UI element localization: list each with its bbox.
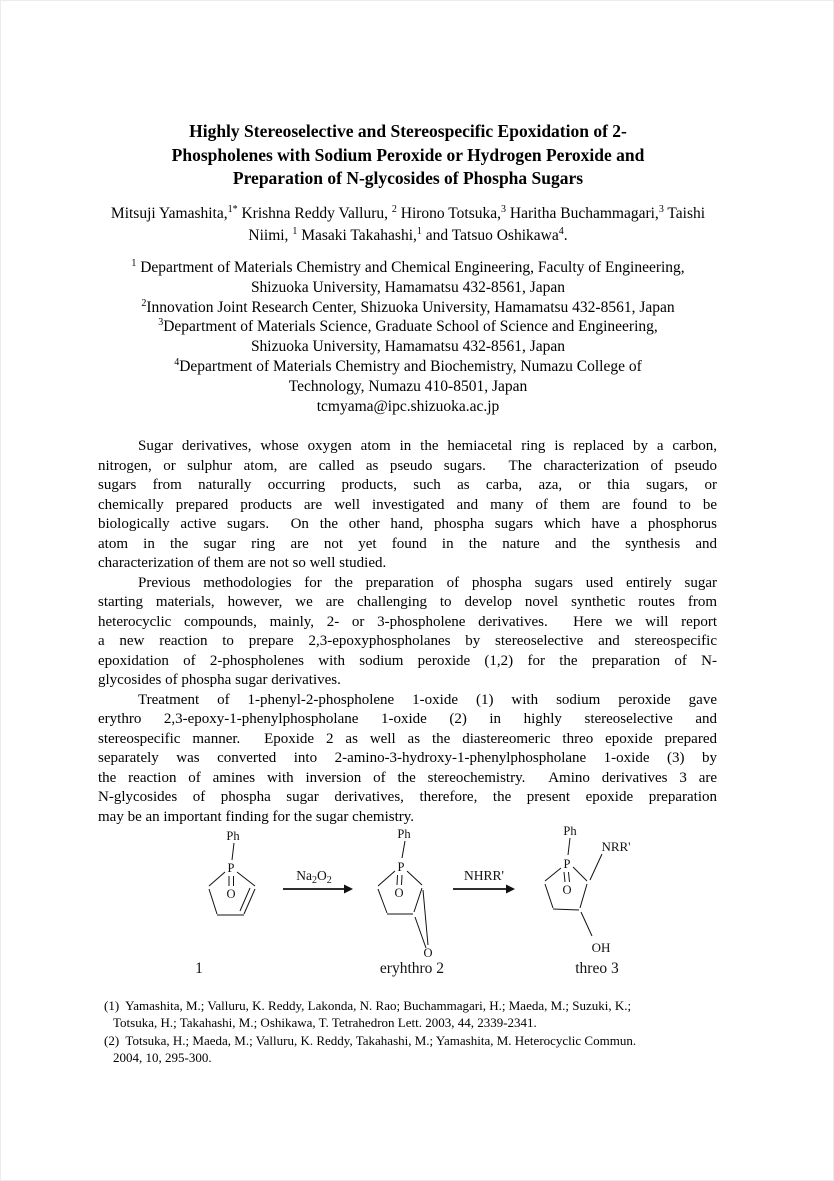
body-line: may be an important finding for the sugar chemistry. (98, 808, 415, 825)
paper-title (98, 120, 718, 191)
ring-double-bond-inner (240, 888, 250, 911)
author-affiliation-marker: 1 (416, 225, 422, 237)
compound-3-label: threo 3 (575, 960, 619, 977)
epoxide-oxygen-label: O (423, 946, 433, 960)
p-o-double-bond (397, 875, 398, 885)
phenyl-label: Ph (397, 827, 411, 841)
affiliation-block (98, 258, 718, 416)
bond-ph-p (232, 843, 234, 860)
reference-line: (2) Totsuka, H.; Maeda, M.; Valluru, K. Reddy, Takahashi, M.; Yamashita, M. Heterocyclic Commun. (104, 1032, 637, 1048)
body-line: a new reaction to prepare 2,3-epoxyphospholanes by stereoselective and stereospecific (98, 633, 717, 649)
affiliation-line: $^1$ Department of Materials Chemistry and Chemical Engineering, Faculty of Engineering, (131, 257, 685, 276)
epoxide-bond (423, 890, 428, 945)
body-line: Previous methodologies for the preparation of phospha sugars used entirely sugar (138, 574, 717, 591)
author-name: Haritha Buchammagari, (506, 205, 659, 222)
body-line: heterocyclic compounds, mainly, 2- or 3-phospholene derivatives. Here we will report (98, 613, 717, 630)
reagent-label-nhrr: NHRR' (464, 868, 504, 883)
oxide-label: O (562, 883, 572, 897)
affiliation-marker: 2 (141, 297, 147, 309)
p-o-double-bond (402, 875, 403, 885)
body-line: biologically active sugars. On the other hand, phospha sugars which have a phosphorus (98, 516, 717, 532)
body-line: the reaction of amines with inversion of the stereochemistry. Amino derivatives 3 are (98, 769, 717, 786)
paper-title-line-1: Highly Stereoselective and Stereospecific Epoxidation of 2- (189, 121, 627, 141)
ring-bond (545, 884, 553, 908)
ring-bond (580, 884, 587, 908)
reference-list (104, 997, 744, 1067)
author-name: Taishi Niimi, (248, 205, 706, 244)
ring-bond (209, 872, 225, 886)
body-line: erythro 2,3-epoxy-1-phenylphospholane 1-oxide (2) in highly stereoselective and (98, 711, 717, 727)
ring-bond (378, 889, 387, 913)
affiliation-line: $^4$Department of Materials Chemistry and Biochemistry, Numazu College of (174, 356, 642, 375)
reference-line: (1) Yamashita, M.; Valluru, K. Reddy, Lakonda, N. Rao; Buchammagari, H.; Maeda, M.; Suzuki, K.; (104, 998, 632, 1013)
affiliation-line: $^3$Department of Materials Science, Graduate School of Science and Engineering, (158, 317, 658, 336)
p-o-double-bond (564, 872, 565, 882)
contact-email: tcmyama@ipc.shizuoka.ac.jp (316, 397, 500, 415)
body-line: Sugar derivatives, whose oxygen atom in the hemiacetal ring is replaced by a carbon, (138, 438, 717, 454)
author-affiliation-marker: 3 (501, 203, 507, 215)
epoxide-bond (415, 917, 426, 948)
author-name: Hirono Totsuka, (396, 205, 502, 222)
bond-c-oh (581, 912, 592, 936)
affiliation-line: Shizuoka University, Hamamatsu 432-8561, Japan (250, 338, 566, 356)
phosphorus-label: P (397, 860, 405, 874)
ring-double-bond (244, 889, 255, 914)
bond-c-n (590, 854, 602, 880)
author-list (98, 203, 718, 247)
ring-bond (378, 871, 395, 886)
body-line: Treatment of 1-phenyl-2-phospholene 1-oxide (1) with sodium peroxide gave (138, 691, 717, 708)
ring-bond (209, 889, 217, 914)
reagent-label-na2o2: $Na_2O_2$ (296, 868, 332, 886)
oxide-label: O (226, 887, 236, 901)
author-affiliation-marker: 2 (391, 203, 397, 215)
phosphorus-label: P (227, 861, 235, 875)
author-affiliation-marker: 1* (227, 203, 238, 215)
phenyl-label: Ph (226, 829, 240, 843)
reference-line: Totsuka, H.; Takahashi, M.; Oshikawa, T. Tetrahedron Lett. 2003, 44, 2339-2341. (113, 1015, 537, 1031)
ring-bond (545, 868, 561, 881)
ring-bond (573, 867, 587, 881)
affiliation-line: Shizuoka University, Hamamatsu 432-8561, Japan (250, 278, 566, 296)
affiliation-line: Technology, Numazu 410-8501, Japan (288, 377, 528, 395)
bond-ph-p (402, 841, 405, 858)
body-line: N-glycosides of phospha sugar derivatives, therefore, the present epoxide preparation (98, 789, 717, 805)
author-affiliation-marker: 3 (658, 203, 664, 215)
compound-1-label: 1 (195, 960, 203, 977)
compound-3-structure (545, 824, 631, 977)
arrow-head (506, 885, 515, 894)
body-line: stereospecific manner. Epoxide 2 as well as the diastereomeric threo epoxide prepared (98, 730, 717, 747)
author-affiliation-marker: 1 (292, 225, 298, 237)
author-name: Mitsuji Yamashita, (110, 205, 228, 222)
phenyl-label: Ph (563, 824, 577, 838)
ring-bond (237, 872, 255, 886)
hydroxy-group-label: OH (591, 940, 611, 955)
reaction-arrow-1 (283, 868, 353, 894)
author-name: Masaki Takahashi, (297, 227, 417, 244)
body-line: separately was converted into 2-amino-3-hydroxy-1-phenylphospholane 1-oxide (3) by (98, 750, 717, 766)
ring-bond (553, 909, 579, 910)
ring-bond (407, 871, 422, 885)
compound-2-label: eryhthro 2 (379, 960, 445, 977)
bond-ph-p (568, 838, 570, 855)
body-line: epoxidation of 2-phospholenes with sodium peroxide (1,2) for the preparation of N- (98, 652, 717, 669)
affiliation-marker: 1 (131, 257, 137, 269)
author-list-period: . (563, 227, 568, 244)
oxide-label: O (394, 886, 404, 900)
reference-line: 2004, 10, 295-300. (113, 1050, 212, 1066)
body-line: sugars from naturally occurring products, such as carba, aza, or thia sugars, or (98, 477, 717, 493)
phosphorus-label: P (563, 857, 571, 871)
affiliation-line: $^2$Innovation Joint Research Center, Shizuoka University, Hamamatsu 432-8561, Japan (141, 297, 675, 316)
author-affiliation-marker: 4 (558, 225, 564, 237)
arrow-head (344, 885, 353, 894)
compound-1-structure (195, 829, 255, 977)
author-name: and Tatsuo Oshikawa (421, 227, 559, 244)
body-line: characterization of them are not so well studied. (98, 555, 387, 571)
paper-title-line-2: Phospholenes with Sodium Peroxide or Hydrogen Peroxide and (171, 144, 645, 165)
amino-group-label: NRR' (601, 839, 631, 854)
body-line: glycosides of phospha sugar derivatives. (98, 672, 341, 688)
author-name: Krishna Reddy Valluru, (237, 205, 392, 222)
body-line: starting materials, however, we are challenging to develop novel synthetic routes from (98, 594, 717, 610)
abstract-body (98, 437, 717, 827)
reaction-scheme (0, 820, 834, 995)
body-line: chemically prepared products are well investigated and many of them are found to be (98, 496, 717, 513)
affiliation-marker: 4 (174, 356, 180, 368)
body-line: atom in the sugar ring are not yet found in the nature and the synthesis and (98, 535, 717, 552)
compound-2-structure (378, 827, 444, 977)
affiliation-marker: 3 (158, 317, 164, 329)
p-o-double-bond (569, 872, 570, 882)
reaction-arrow-2 (453, 868, 515, 894)
body-line: nitrogen, or sulphur atom, are called as pseudo sugars. The characterization of pseudo (98, 457, 717, 474)
paper-title-line-3: Preparation of N-glycosides of Phospha Sugars (232, 168, 584, 188)
ring-bond (414, 888, 422, 912)
